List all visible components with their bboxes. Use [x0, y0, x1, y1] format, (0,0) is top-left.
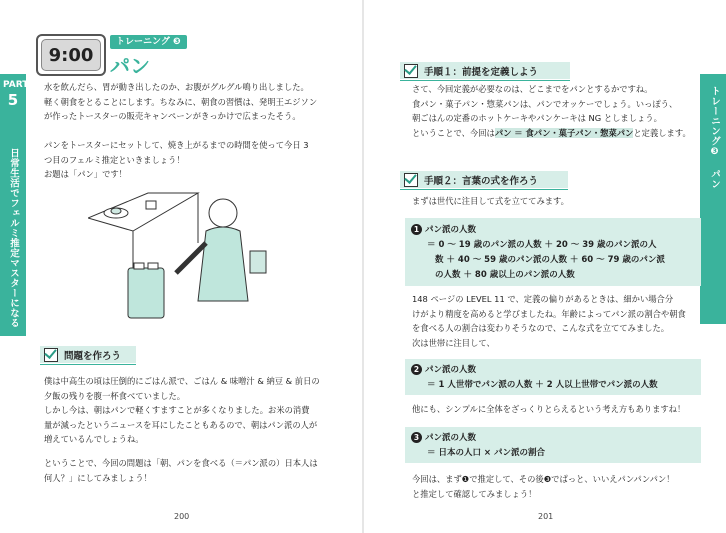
right-side-title: トレーニング❸ パン [709, 86, 720, 189]
number-badge: 1 [411, 224, 422, 235]
toast-icon [148, 263, 158, 269]
middle-paragraph-2: 他にも、シンプルに全体をざっくりとらえるという考え方もありますね！ [412, 404, 686, 414]
section-header-step1 [400, 62, 570, 79]
section-title: 問題を作ろう [64, 350, 122, 362]
text-line: けがより精度を高めると学びましたね。年齢によってパン派の割合や朝食 [412, 308, 686, 319]
section-title: 手順１：前提を定義しよう [424, 66, 539, 78]
formula-box-1 [405, 218, 701, 286]
formula-line: ＝ 0 ～ 19 歳のパン派の人数 ＋ 20 ～ 39 歳のパン派の人 [427, 240, 657, 250]
intro-paragraph [44, 80, 356, 124]
toaster-icon [128, 268, 164, 318]
formula-line: 数 ＋ 40 ～ 59 歳のパン派の人数 ＋ 60 ～ 79 歳のパン派 [435, 255, 665, 265]
concl-post: と定義します。 [633, 127, 691, 138]
right-side-tab [700, 74, 726, 324]
carton-icon [250, 251, 266, 273]
gutter [362, 0, 364, 533]
formula-line: ＝ 1 人世帯でパン派の人数 ＋ 2 人以上世帯でパン派の人数 [427, 380, 658, 390]
left-side-tab [0, 74, 29, 336]
text-line: 食パン・菓子パン・惣菜パンは、パンでオッケーでしょう。いっぽう、 [412, 98, 678, 109]
text-line: しかし今は、朝はパンで軽くすますことが多くなりました。お米の消費 [44, 405, 310, 415]
definition-highlight: パン ＝ 食パン・菓子パン・惣菜パン [494, 127, 634, 138]
person-body [198, 227, 248, 301]
text-line: さて、今回定義が必要なのは、どこまでをパンとするかですね。 [412, 84, 653, 94]
page-number-right: 201 [538, 512, 554, 521]
time-badge [36, 34, 106, 76]
check-icon [404, 173, 418, 187]
egg-icon [111, 208, 121, 214]
number-badge: 2 [411, 364, 422, 375]
header-underline [400, 80, 570, 81]
text-line: 何人？」にしてみましょう！ [44, 472, 152, 483]
step2-intro: まずは世代に注目して式を立ててみます。 [412, 196, 569, 206]
text-line: 朝ごはんの定番のホットケーキやパンケーキは NG としましょう。 [412, 113, 662, 123]
fourth-paragraph [44, 456, 356, 485]
number-badge: 3 [411, 432, 422, 443]
header-underline [40, 364, 136, 365]
concl-pre: ということで、今回は [412, 127, 495, 138]
page-heading: パン [110, 54, 150, 78]
step1-paragraph [412, 82, 702, 140]
person-head [209, 199, 237, 227]
formula-title [411, 431, 476, 443]
cup-icon [146, 201, 156, 209]
part-text: PART [3, 80, 29, 90]
text-line: 僕は中高生の頃は圧倒的にごはん派で、ごはん & 味噌汁 & 納豆 & 前日の [44, 376, 320, 386]
formula-line: の人数 ＋ 80 歳以上のパン派の人数 [435, 270, 575, 280]
text-line: が作ったトースターの販売キャンペーンがきっかけで広まったそう。 [44, 111, 301, 121]
left-side-title: 日常生活でフェルミ推定マスターになる [8, 148, 19, 328]
text-line: 次は世帯に注目して、 [412, 337, 495, 348]
section-title: 手順２：言葉の式を作ろう [424, 175, 539, 187]
time-text: 9:00 [41, 39, 101, 71]
formula-title [411, 223, 476, 235]
formula-label: パン派の人数 [425, 225, 477, 235]
closing-paragraph [412, 472, 702, 501]
text-line: ということで、今回の問題は「朝、パンを食べる（＝パン派の）日本人は [44, 458, 318, 468]
text-line: パンをトースターにセットして、焼き上がるまでの時間を使って今日 3 [44, 140, 309, 150]
toast-icon [134, 263, 144, 269]
check-icon [44, 348, 58, 362]
breakfast-illustration [88, 183, 288, 333]
second-paragraph [44, 138, 356, 182]
check-icon [404, 64, 418, 78]
text-line: 量が減ったというニュースを耳にしたこともあるので、朝はパン派の人が [44, 419, 318, 430]
text-line: 148 ページの LEVEL 11 で、定義の偏りがあるときは、細かい場合分 [412, 294, 674, 304]
training-label: トレーニング ❸ [110, 35, 187, 49]
text-line [412, 126, 702, 141]
formula-line: ＝ 日本の人口 × パン派の割合 [427, 448, 546, 458]
middle-paragraph [412, 292, 702, 350]
formula-title [411, 363, 476, 375]
text-line: を食べる人の割合は変わりそうなので、こんな式を立ててみました。 [412, 323, 670, 333]
section-header-step2 [400, 171, 568, 188]
third-paragraph [44, 374, 356, 447]
formula-box-2 [405, 359, 701, 395]
formula-label: パン派の人数 [425, 433, 477, 443]
text-line: 夕飯の残りを腹一杯食べていました。 [44, 390, 186, 401]
text-line: 軽く朝食をとることにします。ちなみに、朝食の習慣は、発明王エジソン [44, 96, 318, 107]
part-label [3, 80, 29, 109]
text-line: と推定して確認してみましょう！ [412, 488, 537, 499]
formula-box-3 [405, 427, 701, 463]
text-line: つ目のフェルミ推定といきましょう！ [44, 154, 185, 165]
text-line: 今回は、まず❶で推定して、その後❸でぱっと、いいえパンパンパン！ [412, 474, 675, 484]
text-line: お題は「パン」です！ [44, 169, 127, 179]
section-header-problem [40, 346, 136, 363]
page-number-left: 200 [174, 512, 190, 521]
text-line: 水を飲んだら、胃が動き出したのか、お腹がグルグル鳴り出しました。 [44, 82, 309, 92]
part-number: 5 [7, 91, 19, 109]
header-underline [400, 189, 568, 190]
formula-label: パン派の人数 [425, 365, 477, 375]
text-line: 増えているんでしょうね。 [44, 434, 144, 444]
